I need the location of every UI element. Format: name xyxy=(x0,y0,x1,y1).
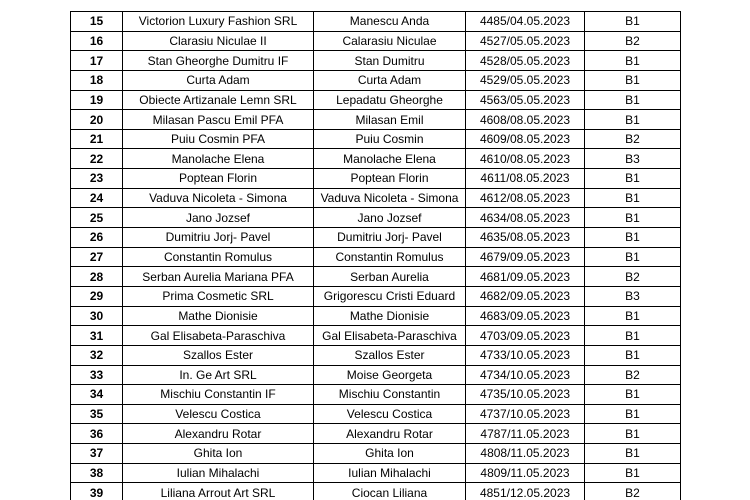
representative-cell: Velescu Costica xyxy=(314,404,466,424)
registration-number-cell: 4734/10.05.2023 xyxy=(466,365,585,385)
representative-cell: Puiu Cosmin xyxy=(314,129,466,149)
row-number-cell: 22 xyxy=(71,149,123,169)
category-cell: B3 xyxy=(585,286,681,306)
category-cell: B3 xyxy=(585,149,681,169)
table-row xyxy=(71,149,681,169)
row-number-cell: 26 xyxy=(71,228,123,248)
registry-table-body xyxy=(71,12,681,500)
row-number-cell: 34 xyxy=(71,385,123,405)
row-number-cell: 16 xyxy=(71,31,123,51)
table-row xyxy=(71,483,681,500)
table-row xyxy=(71,228,681,248)
registration-number-cell: 4563/05.05.2023 xyxy=(466,90,585,110)
row-number-cell: 38 xyxy=(71,463,123,483)
registration-number-cell: 4634/08.05.2023 xyxy=(466,208,585,228)
registration-number-cell: 4808/11.05.2023 xyxy=(466,444,585,464)
registration-number-cell: 4809/11.05.2023 xyxy=(466,463,585,483)
firm-name-cell: Obiecte Artizanale Lemn SRL xyxy=(123,90,314,110)
table-row xyxy=(71,385,681,405)
representative-cell: Poptean Florin xyxy=(314,169,466,189)
representative-cell: Gal Elisabeta-Paraschiva xyxy=(314,326,466,346)
registration-number-cell: 4679/09.05.2023 xyxy=(466,247,585,267)
table-row xyxy=(71,31,681,51)
row-number-cell: 18 xyxy=(71,70,123,90)
category-cell: B1 xyxy=(585,444,681,464)
representative-cell: Milasan Emil xyxy=(314,110,466,130)
row-number-cell: 17 xyxy=(71,51,123,71)
table-row xyxy=(71,12,681,32)
firm-name-cell: Gal Elisabeta-Paraschiva xyxy=(123,326,314,346)
firm-name-cell: Prima Cosmetic SRL xyxy=(123,286,314,306)
registration-number-cell: 4528/05.05.2023 xyxy=(466,51,585,71)
registration-number-cell: 4608/08.05.2023 xyxy=(466,110,585,130)
representative-cell: Moise Georgeta xyxy=(314,365,466,385)
category-cell: B1 xyxy=(585,247,681,267)
category-cell: B1 xyxy=(585,51,681,71)
representative-cell: Vaduva Nicoleta - Simona xyxy=(314,188,466,208)
table-row xyxy=(71,286,681,306)
row-number-cell: 29 xyxy=(71,286,123,306)
firm-name-cell: Mischiu Constantin IF xyxy=(123,385,314,405)
row-number-cell: 20 xyxy=(71,110,123,130)
category-cell: B1 xyxy=(585,208,681,228)
row-number-cell: 35 xyxy=(71,404,123,424)
row-number-cell: 32 xyxy=(71,345,123,365)
firm-name-cell: Szallos Ester xyxy=(123,345,314,365)
row-number-cell: 30 xyxy=(71,306,123,326)
row-number-cell: 27 xyxy=(71,247,123,267)
representative-cell: Ciocan Liliana xyxy=(314,483,466,500)
category-cell: B2 xyxy=(585,365,681,385)
row-number-cell: 28 xyxy=(71,267,123,287)
firm-name-cell: Clarasiu Niculae II xyxy=(123,31,314,51)
firm-name-cell: Dumitriu Jorj- Pavel xyxy=(123,228,314,248)
row-number-cell: 23 xyxy=(71,169,123,189)
table-row xyxy=(71,463,681,483)
category-cell: B1 xyxy=(585,12,681,32)
category-cell: B2 xyxy=(585,129,681,149)
registration-number-cell: 4737/10.05.2023 xyxy=(466,404,585,424)
category-cell: B1 xyxy=(585,326,681,346)
table-row xyxy=(71,169,681,189)
registration-number-cell: 4683/09.05.2023 xyxy=(466,306,585,326)
table-row xyxy=(71,110,681,130)
firm-name-cell: In. Ge Art SRL xyxy=(123,365,314,385)
registration-number-cell: 4485/04.05.2023 xyxy=(466,12,585,32)
registration-number-cell: 4733/10.05.2023 xyxy=(466,345,585,365)
registration-number-cell: 4703/09.05.2023 xyxy=(466,326,585,346)
category-cell: B1 xyxy=(585,385,681,405)
category-cell: B1 xyxy=(585,228,681,248)
table-row xyxy=(71,326,681,346)
firm-name-cell: Ghita Ion xyxy=(123,444,314,464)
table-row xyxy=(71,267,681,287)
representative-cell: Serban Aurelia xyxy=(314,267,466,287)
table-row xyxy=(71,404,681,424)
table-row xyxy=(71,345,681,365)
firm-name-cell: Mathe Dionisie xyxy=(123,306,314,326)
representative-cell: Curta Adam xyxy=(314,70,466,90)
registration-number-cell: 4787/11.05.2023 xyxy=(466,424,585,444)
representative-cell: Dumitriu Jorj- Pavel xyxy=(314,228,466,248)
representative-cell: Mischiu Constantin xyxy=(314,385,466,405)
category-cell: B1 xyxy=(585,345,681,365)
firm-name-cell: Victorion Luxury Fashion SRL xyxy=(123,12,314,32)
registration-number-cell: 4681/09.05.2023 xyxy=(466,267,585,287)
registration-number-cell: 4611/08.05.2023 xyxy=(466,169,585,189)
table-row xyxy=(71,208,681,228)
row-number-cell: 25 xyxy=(71,208,123,228)
registration-number-cell: 4609/08.05.2023 xyxy=(466,129,585,149)
firm-name-cell: Manolache Elena xyxy=(123,149,314,169)
category-cell: B1 xyxy=(585,424,681,444)
table-row xyxy=(71,90,681,110)
registration-number-cell: 4527/05.05.2023 xyxy=(466,31,585,51)
category-cell: B1 xyxy=(585,70,681,90)
category-cell: B1 xyxy=(585,306,681,326)
table-row xyxy=(71,188,681,208)
row-number-cell: 31 xyxy=(71,326,123,346)
firm-name-cell: Alexandru Rotar xyxy=(123,424,314,444)
representative-cell: Szallos Ester xyxy=(314,345,466,365)
firm-name-cell: Jano Jozsef xyxy=(123,208,314,228)
registration-number-cell: 4529/05.05.2023 xyxy=(466,70,585,90)
row-number-cell: 21 xyxy=(71,129,123,149)
registration-number-cell: 4610/08.05.2023 xyxy=(466,149,585,169)
table-row xyxy=(71,444,681,464)
table-row xyxy=(71,424,681,444)
representative-cell: Stan Dumitru xyxy=(314,51,466,71)
registration-number-cell: 4635/08.05.2023 xyxy=(466,228,585,248)
row-number-cell: 39 xyxy=(71,483,123,500)
representative-cell: Manescu Anda xyxy=(314,12,466,32)
table-row xyxy=(71,129,681,149)
table-row xyxy=(71,306,681,326)
row-number-cell: 37 xyxy=(71,444,123,464)
table-row xyxy=(71,70,681,90)
firm-name-cell: Puiu Cosmin PFA xyxy=(123,129,314,149)
row-number-cell: 15 xyxy=(71,12,123,32)
registration-number-cell: 4682/09.05.2023 xyxy=(466,286,585,306)
table-row xyxy=(71,51,681,71)
representative-cell: Iulian Mihalachi xyxy=(314,463,466,483)
category-cell: B1 xyxy=(585,110,681,130)
registration-number-cell: 4735/10.05.2023 xyxy=(466,385,585,405)
representative-cell: Alexandru Rotar xyxy=(314,424,466,444)
category-cell: B1 xyxy=(585,463,681,483)
category-cell: B2 xyxy=(585,483,681,500)
registration-number-cell: 4851/12.05.2023 xyxy=(466,483,585,500)
registry-table xyxy=(70,11,681,500)
category-cell: B1 xyxy=(585,169,681,189)
firm-name-cell: Stan Gheorghe Dumitru IF xyxy=(123,51,314,71)
category-cell: B1 xyxy=(585,404,681,424)
firm-name-cell: Vaduva Nicoleta - Simona xyxy=(123,188,314,208)
representative-cell: Jano Jozsef xyxy=(314,208,466,228)
row-number-cell: 19 xyxy=(71,90,123,110)
firm-name-cell: Liliana Arrout Art SRL xyxy=(123,483,314,500)
registration-number-cell: 4612/08.05.2023 xyxy=(466,188,585,208)
firm-name-cell: Milasan Pascu Emil PFA xyxy=(123,110,314,130)
table-row xyxy=(71,365,681,385)
firm-name-cell: Constantin Romulus xyxy=(123,247,314,267)
firm-name-cell: Poptean Florin xyxy=(123,169,314,189)
representative-cell: Lepadatu Gheorghe xyxy=(314,90,466,110)
representative-cell: Grigorescu Cristi Eduard xyxy=(314,286,466,306)
category-cell: B1 xyxy=(585,90,681,110)
row-number-cell: 24 xyxy=(71,188,123,208)
representative-cell: Manolache Elena xyxy=(314,149,466,169)
firm-name-cell: Velescu Costica xyxy=(123,404,314,424)
representative-cell: Mathe Dionisie xyxy=(314,306,466,326)
row-number-cell: 36 xyxy=(71,424,123,444)
category-cell: B1 xyxy=(585,188,681,208)
table-row xyxy=(71,247,681,267)
representative-cell: Ghita Ion xyxy=(314,444,466,464)
firm-name-cell: Serban Aurelia Mariana PFA xyxy=(123,267,314,287)
firm-name-cell: Curta Adam xyxy=(123,70,314,90)
row-number-cell: 33 xyxy=(71,365,123,385)
category-cell: B2 xyxy=(585,31,681,51)
representative-cell: Calarasiu Niculae xyxy=(314,31,466,51)
representative-cell: Constantin Romulus xyxy=(314,247,466,267)
firm-name-cell: Iulian Mihalachi xyxy=(123,463,314,483)
category-cell: B2 xyxy=(585,267,681,287)
